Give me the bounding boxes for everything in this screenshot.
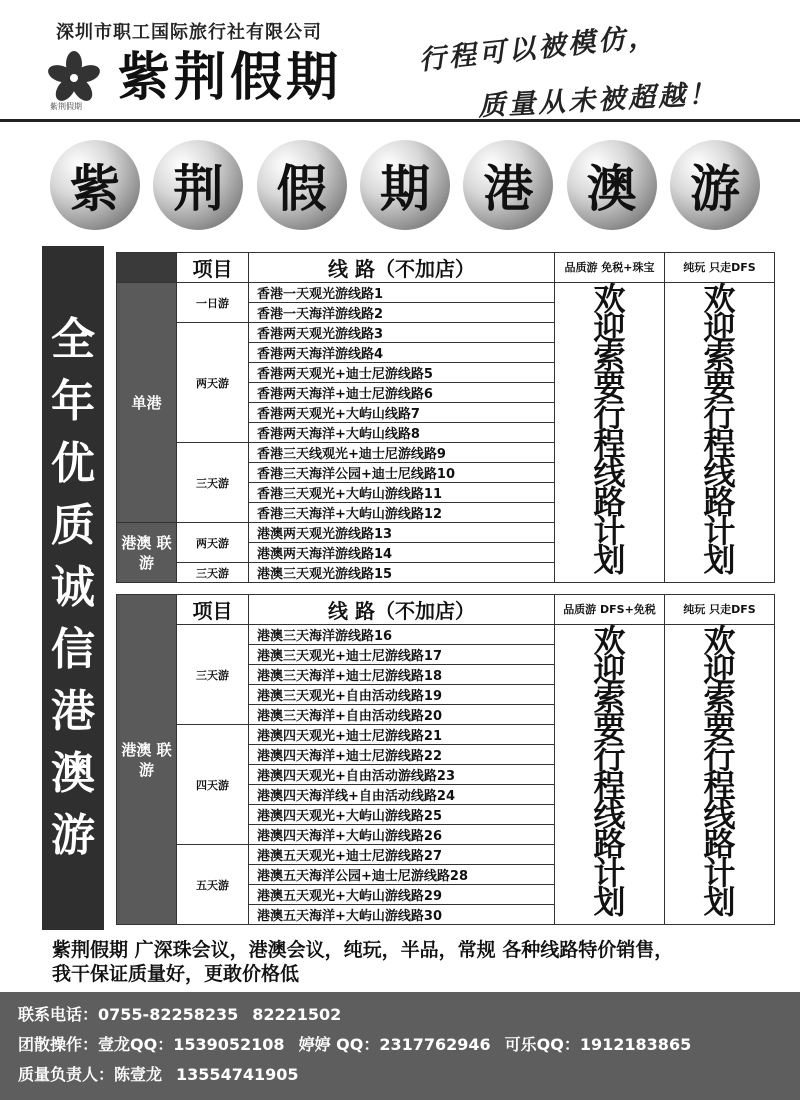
quality-label: 质量负责人： [18, 1065, 115, 1084]
slogan-line-2: 质量从未被超越！ [477, 78, 719, 123]
invite-char: 路 [703, 483, 736, 521]
header-route: 线 路（不加店） [249, 253, 555, 283]
route-cell: 香港两天观光游线路3 [249, 323, 555, 343]
invite-pure [665, 280, 775, 583]
route-cell: 港澳四天观光+自由活动游线路23 [249, 765, 555, 785]
day-group-label: 两天游 [177, 323, 249, 443]
invite-char: 迎 [703, 651, 736, 689]
route-cell: 港澳五天海洋公园+迪士尼游线路28 [249, 865, 555, 885]
side-banner-char: 港 [51, 686, 95, 737]
title-ball: 期 [360, 140, 450, 230]
route-cell: 香港两天海洋游线路4 [249, 343, 555, 363]
header-item: 项目 [177, 253, 249, 283]
quality-name: 陈壹龙 [114, 1065, 163, 1084]
invite-char: 要 [593, 367, 626, 405]
invite-char: 线 [593, 796, 626, 834]
invite-char: 欢 [703, 622, 736, 660]
day-group-label: 四天游 [177, 725, 249, 845]
ops-contact-2: 婷婷 QQ：2317762946 [298, 1035, 491, 1054]
side-banner [42, 246, 104, 930]
route-cell: 港澳三天观光+自由活动线路19 [249, 685, 555, 705]
invite-char: 索 [703, 680, 736, 718]
invite-char: 欢 [703, 280, 736, 318]
side-banner-char: 信 [51, 624, 95, 675]
invite-char: 索 [703, 338, 736, 376]
day-group-label: 三天游 [177, 625, 249, 725]
invite-char: 计 [703, 854, 736, 892]
route-cell: 港澳四天海洋+迪士尼游线路22 [249, 745, 555, 765]
side-banner-char: 澳 [51, 748, 95, 799]
title-ball: 紫 [50, 140, 140, 230]
side-banner-char: 年 [51, 376, 95, 427]
invite-char: 行 [593, 396, 626, 434]
invite-char: 程 [593, 425, 626, 463]
invite-char: 线 [703, 796, 736, 834]
invite-char: 路 [593, 483, 626, 521]
header-corner [117, 253, 177, 283]
ops-contact-1: 壹龙QQ：1539052108 [98, 1035, 285, 1054]
side-banner-char: 诚 [51, 562, 95, 613]
invite-char: 要 [593, 709, 626, 747]
invite-quality [555, 280, 665, 583]
route-cell: 香港两天观光+迪士尼游线路5 [249, 363, 555, 383]
route-cell: 港澳五天观光+迪士尼游线路27 [249, 845, 555, 865]
day-group-label: 三天游 [177, 563, 249, 583]
route-cell: 港澳三天观光+迪士尼游线路17 [249, 645, 555, 665]
title-ball: 荆 [153, 140, 243, 230]
header-pure: 纯玩 只走DFS [665, 595, 775, 625]
invite-char: 要 [703, 709, 736, 747]
title-ball: 澳 [567, 140, 657, 230]
quality-phone: 13554741905 [176, 1065, 299, 1084]
route-cell: 港澳三天观光游线路15 [249, 563, 555, 583]
phone-2: 82221502 [252, 1005, 342, 1024]
footer [0, 992, 800, 1100]
route-cell: 港澳四天海洋+大屿山游线路26 [249, 825, 555, 845]
header-pure: 纯玩 只走DFS [665, 253, 775, 283]
invite-char: 划 [703, 541, 736, 579]
invite-char: 路 [703, 825, 736, 863]
brand-name: 紫荆假期 [118, 48, 343, 108]
route-cell: 港澳五天海洋+大屿山游线路30 [249, 905, 555, 925]
region-single-hk: 单港 [117, 283, 177, 523]
title-balls [50, 140, 760, 230]
promo-text [52, 938, 782, 986]
invite-char: 迎 [593, 651, 626, 689]
table-row [117, 283, 775, 303]
phone-1: 0755-82258235 [98, 1005, 239, 1024]
route-cell: 港澳五天观光+大屿山游线路29 [249, 885, 555, 905]
route-cell: 港澳四天观光+大屿山游线路25 [249, 805, 555, 825]
route-cell: 港澳四天观光+迪士尼游线路21 [249, 725, 555, 745]
side-banner-char: 质 [51, 500, 95, 551]
title-ball: 港 [463, 140, 553, 230]
route-cell: 港澳四天海洋线+自由活动线路24 [249, 785, 555, 805]
route-cell: 港澳两天观光游线路13 [249, 523, 555, 543]
footer-ops-row [18, 1032, 705, 1055]
day-group-label: 一日游 [177, 283, 249, 323]
day-group-label: 五天游 [177, 845, 249, 925]
header-route: 线 路（不加店） [249, 595, 555, 625]
invite-char: 划 [703, 883, 736, 921]
invite-char: 行 [593, 738, 626, 776]
route-cell: 香港两天海洋+迪士尼游线路6 [249, 383, 555, 403]
promo-line-1: 紫荆假期 广深珠会议，港澳会议，纯玩，半品，常规 各种线路特价销售， [52, 939, 674, 961]
invite-char: 欢 [593, 280, 626, 318]
invite-char: 迎 [703, 309, 736, 347]
region-hk-macau: 港澳 联游 [117, 595, 177, 925]
invite-char: 计 [703, 512, 736, 550]
footer-quality-row [18, 1062, 313, 1085]
side-banner-char: 游 [51, 810, 95, 861]
route-table-1 [116, 252, 775, 583]
route-cell: 香港三天海洋公园+迪士尼线路10 [249, 463, 555, 483]
logo-caption: 紫荆假期 [50, 102, 82, 111]
invite-char: 线 [593, 454, 626, 492]
invite-char: 行 [703, 738, 736, 776]
header [0, 0, 800, 122]
table-header-row [117, 595, 775, 625]
invite-char: 程 [703, 425, 736, 463]
route-cell: 香港一天观光游线路1 [249, 283, 555, 303]
table-header-row [117, 253, 775, 283]
invite-char: 计 [593, 512, 626, 550]
invite-char: 欢 [593, 622, 626, 660]
route-cell: 香港一天海洋游线路2 [249, 303, 555, 323]
route-cell: 香港三天线观光+迪士尼游线路9 [249, 443, 555, 463]
route-cell: 香港三天海洋+大屿山游线路12 [249, 503, 555, 523]
route-cell: 香港两天观光+大屿山线路7 [249, 403, 555, 423]
ops-contact-3: 可乐QQ：1912183865 [504, 1035, 692, 1054]
invite-char: 线 [703, 454, 736, 492]
route-cell: 香港两天海洋+大屿山线路8 [249, 423, 555, 443]
title-ball: 假 [257, 140, 347, 230]
route-cell: 港澳两天海洋游线路14 [249, 543, 555, 563]
slogan-line-1: 行程可以被模仿， [417, 20, 660, 77]
region-hk-macau: 港澳 联游 [117, 523, 177, 583]
route-cell: 港澳三天海洋游线路16 [249, 625, 555, 645]
invite-char: 路 [593, 825, 626, 863]
route-cell: 香港三天观光+大屿山游线路11 [249, 483, 555, 503]
route-cell: 港澳三天海洋+自由活动线路20 [249, 705, 555, 725]
route-cell: 港澳三天海洋+迪士尼游线路18 [249, 665, 555, 685]
day-group-label: 两天游 [177, 523, 249, 563]
invite-quality [555, 622, 665, 925]
phone-label: 联系电话： [18, 1005, 99, 1024]
invite-char: 计 [593, 854, 626, 892]
company-name: 深圳市职工国际旅行社有限公司 [56, 22, 322, 43]
side-banner-char: 优 [51, 438, 95, 489]
invite-char: 行 [703, 396, 736, 434]
footer-phone-row [18, 1002, 355, 1025]
header-item: 项目 [177, 595, 249, 625]
title-ball: 游 [670, 140, 760, 230]
route-table-2 [116, 594, 775, 925]
invite-char: 程 [593, 767, 626, 805]
side-banner-char: 全 [51, 314, 95, 365]
table-row [117, 625, 775, 645]
invite-char: 要 [703, 367, 736, 405]
invite-char: 索 [593, 338, 626, 376]
invite-char: 索 [593, 680, 626, 718]
invite-char: 迎 [593, 309, 626, 347]
invite-pure [665, 622, 775, 925]
promo-line-2: 我干保证质量好，更敢价格低 [52, 963, 300, 985]
header-quality: 品质游 DFS+免税 [555, 595, 665, 625]
ops-label: 团散操作： [18, 1035, 99, 1054]
invite-char: 程 [703, 767, 736, 805]
invite-char: 划 [593, 883, 626, 921]
header-quality: 品质游 免税+珠宝 [555, 253, 665, 283]
day-group-label: 三天游 [177, 443, 249, 523]
invite-char: 划 [593, 541, 626, 579]
